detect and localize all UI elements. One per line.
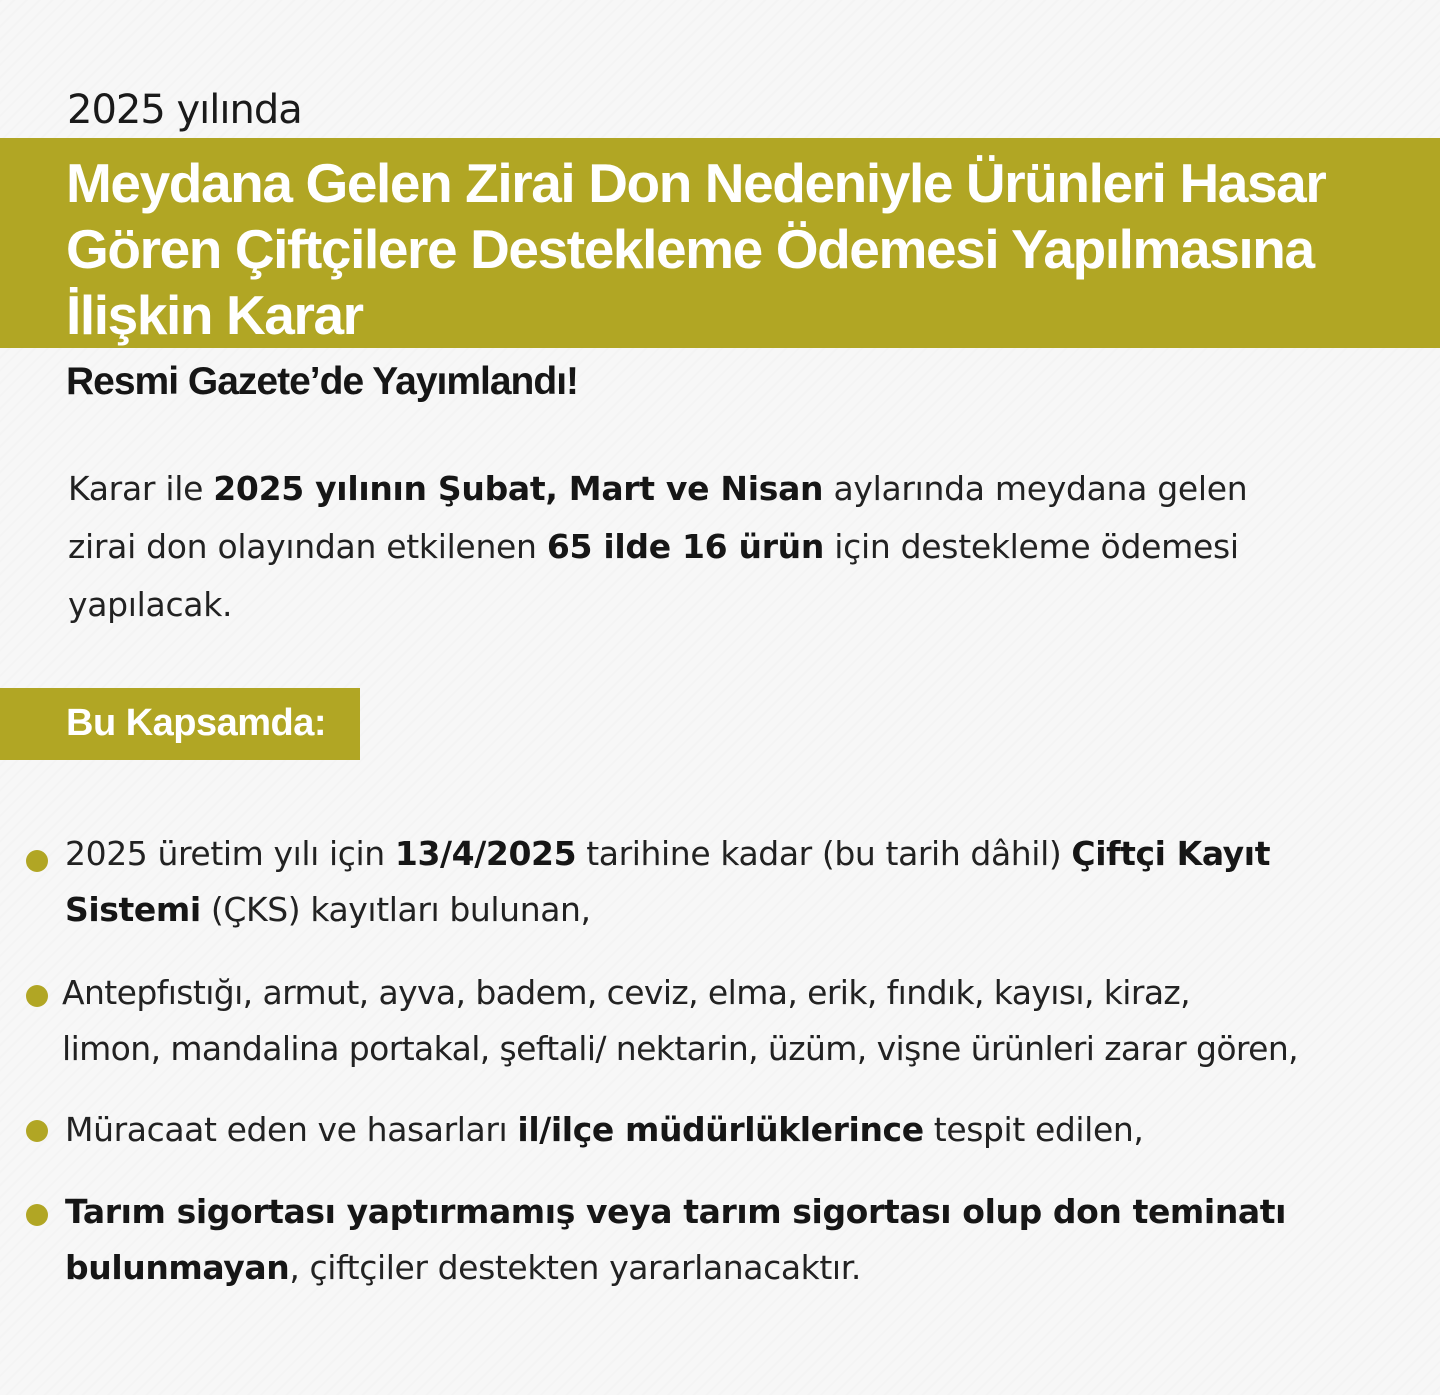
lead-text-4: için destekleme ödemesi [824, 527, 1239, 566]
section-heading-tab [0, 688, 360, 760]
bullet-1-date: 13/4/2025 [394, 834, 577, 873]
title-line-1: Meydana Gelen Zirai Don Nedeniyle Ürünleri Hasar [66, 152, 1326, 214]
lead-emphasis-months: 2025 yılının Şubat, Mart ve Nisan [213, 469, 824, 508]
bullet-1-text-b: tarihine kadar (bu tarih dâhil) [576, 834, 1072, 873]
title-line-3: İlişkin Karar [66, 284, 363, 346]
bullet-3-text-b: tespit edilen, [923, 1110, 1144, 1149]
page-subtitle: Resmi Gazete’de Yayımlandı! [66, 360, 579, 403]
bullet-1-text-c: (ÇKS) kayıtları bulunan, [200, 890, 591, 929]
bullet-dot-icon [26, 850, 48, 872]
page-title [66, 150, 1406, 348]
bullet-2-line-2: limon, mandalina portakal, şeftali/ nektarin, üzüm, vişne ürünleri zarar gören, [62, 1029, 1299, 1068]
bullet-text-3 [65, 1102, 1395, 1158]
bullet-1-system-a: Çiftçi Kayıt [1071, 834, 1271, 873]
bullet-1-system-b: Sistemi [65, 890, 201, 929]
lead-text-2: aylarında meydana gelen [823, 469, 1248, 508]
lead-text-1: Karar ile [68, 469, 214, 508]
lead-text-5: yapılacak. [68, 585, 233, 624]
bullet-dot-icon [26, 985, 48, 1007]
bullet-2-line-1: Antepfıstığı, armut, ayva, badem, ceviz, elma, erik, fındık, kayısı, kiraz, [62, 973, 1191, 1012]
title-band [0, 138, 1440, 348]
bullet-4-insurance-b: bulunmayan [65, 1248, 290, 1287]
bullet-3-text-a: Müracaat eden ve hasarları [65, 1110, 518, 1149]
lead-text-3: zirai don olayından etkilenen [68, 527, 547, 566]
bullet-3-directorates: il/ilçe müdürlüklerince [517, 1110, 924, 1149]
bullet-1-text-a: 2025 üretim yılı için [65, 834, 395, 873]
bullet-dot-icon [26, 1120, 48, 1142]
section-heading: Bu Kapsamda: [66, 702, 327, 744]
bullet-4-text: , çiftçiler destekten yararlanacaktır. [289, 1248, 861, 1287]
bullet-text-2 [62, 965, 1432, 1077]
bullet-dot-icon [26, 1204, 48, 1226]
bullet-text-1 [65, 826, 1395, 938]
lead-emphasis-provinces: 65 ilde 16 ürün [546, 527, 825, 566]
bullet-text-4 [65, 1184, 1395, 1296]
title-line-2: Gören Çiftçilere Destekleme Ödemesi Yapılmasına [66, 218, 1314, 280]
header-kicker: 2025 yılında [67, 87, 302, 133]
lead-paragraph [68, 460, 1368, 634]
bullet-4-insurance-a: Tarım sigortası yaptırmamış veya tarım sigortası olup don teminatı [65, 1192, 1287, 1231]
